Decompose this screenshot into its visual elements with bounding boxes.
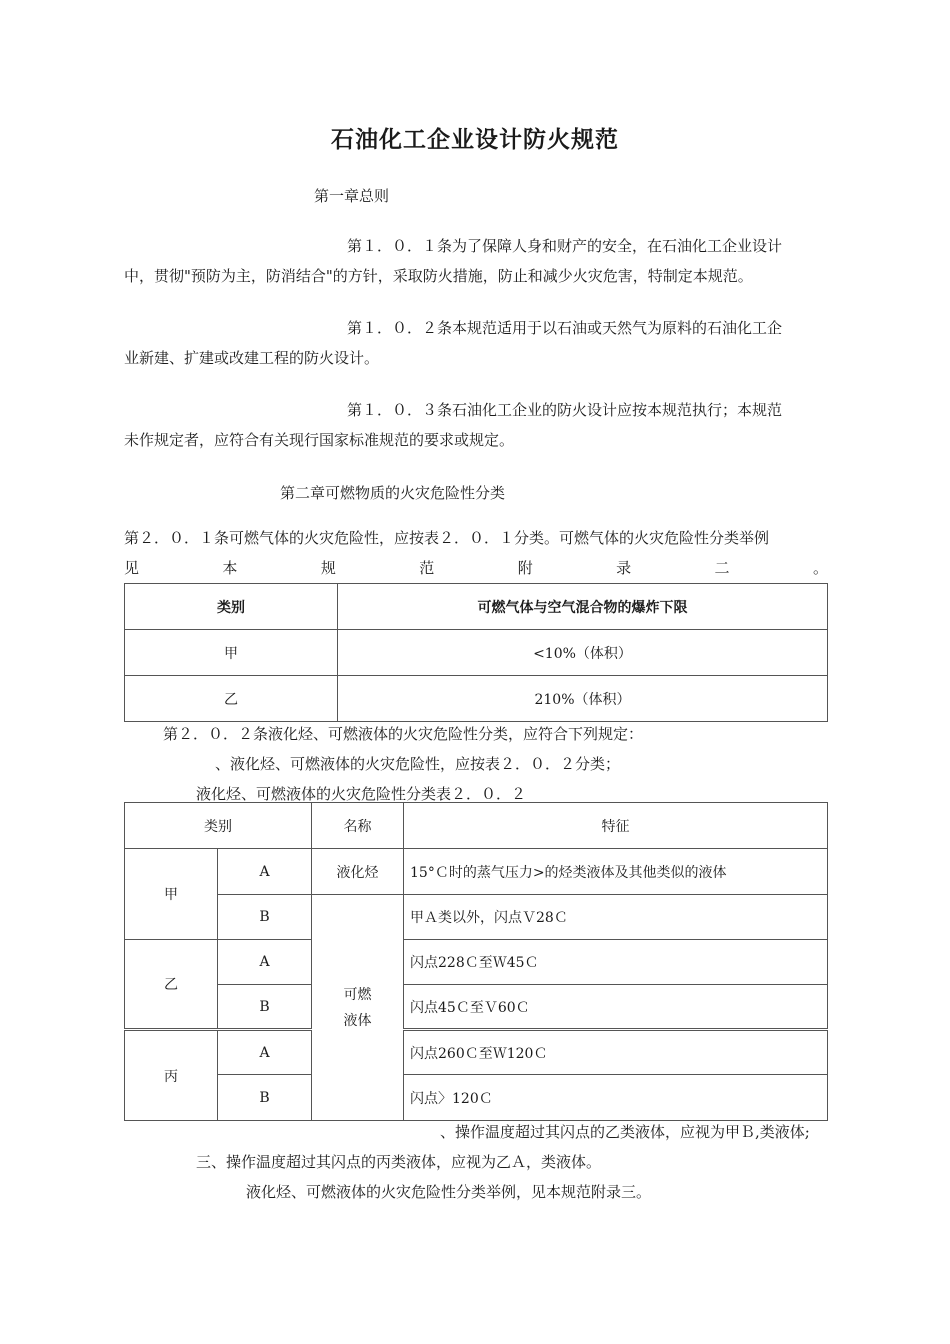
table-header-cell: 名称 [312, 803, 404, 849]
clause-202-item1: 、液化烃、可燃液体的火灾危险性，应按表２．０．２分类； [215, 755, 621, 773]
item-2: 、操作温度超过其闪点的乙类液体，应视为甲Ｂ,类液体; [440, 1123, 810, 1141]
spread-char: 范 [419, 559, 435, 577]
class-cell: 乙 [125, 940, 218, 1030]
table-row [125, 1075, 828, 1121]
table-2-caption: 液化烃、可燃液体的火灾危险性分类表２．０．２ [196, 785, 527, 803]
table-header-cell: 可燃气体与空气混合物的爆炸下限 [338, 584, 828, 630]
table-row [125, 630, 828, 676]
table-row [125, 940, 828, 985]
name-line: 液体 [343, 1012, 372, 1029]
table-row [125, 676, 828, 722]
table-row [125, 1030, 828, 1075]
table-cell: 甲 [125, 630, 338, 676]
feature-cell: 闪点260Ｃ至Ｗ120Ｃ [404, 1030, 828, 1075]
subclass-cell: B [218, 895, 312, 940]
table-header-row [125, 584, 828, 630]
clause-101-line2: 中，贯彻"预防为主，防消结合"的方针，采取防火措施，防止和减少火灾危害，特制定本规范。 [124, 267, 753, 285]
page-title: 石油化工企业设计防火规范 [331, 127, 619, 153]
clause-103-line2: 未作规定者，应符合有关现行国家标准规范的要求或规定。 [124, 431, 515, 449]
spread-char: 录 [616, 559, 632, 577]
clause-102-line1: 第１．０．２条本规范适用于以石油或天然气为原料的石油化工企 [347, 319, 783, 337]
feature-cell: 15°Ｃ时的蒸气压力>的烃类液体及其他类似的液体 [404, 849, 828, 895]
clause-201-line2 [124, 558, 828, 578]
table-row [125, 985, 828, 1030]
subclass-cell: A [218, 1030, 312, 1075]
feature-cell: 甲Ａ类以外，闪点Ｖ28Ｃ [404, 895, 828, 940]
item-3: 三、操作温度超过其闪点的丙类液体，应视为乙Ａ，类液体。 [196, 1153, 602, 1171]
spread-char: 本 [222, 559, 238, 577]
class-cell: 甲 [125, 849, 218, 940]
table-header-cell: 类别 [125, 803, 312, 849]
subclass-cell: A [218, 849, 312, 895]
clause-202-line1: 第２．０．２条液化烃、可燃液体的火灾危险性分类，应符合下列规定： [163, 725, 644, 743]
clause-103-line1: 第１．０．３条石油化工企业的防火设计应按本规范执行；本规范 [347, 401, 783, 419]
table-cell: 乙 [125, 676, 338, 722]
item-4: 液化烃、可燃液体的火灾危险性分类举例，见本规范附录三。 [246, 1183, 652, 1201]
chapter-2-heading: 第二章可燃物质的火灾危险性分类 [280, 484, 506, 502]
subclass-cell: A [218, 940, 312, 985]
table-row [125, 849, 828, 895]
table-header-row [125, 803, 828, 849]
spread-char: 。 [812, 559, 828, 577]
clause-102-line2: 业新建、扩建或改建工程的防火设计。 [124, 349, 380, 367]
feature-cell: 闪点〉120Ｃ [404, 1075, 828, 1121]
feature-cell: 闪点45Ｃ至Ｖ60Ｃ [404, 985, 828, 1030]
name-cell: 液化烃 [312, 849, 404, 895]
name-cell [312, 895, 404, 1121]
gas-hazard-table [124, 583, 828, 722]
table-cell: <10%（体积） [338, 630, 828, 676]
table-header-cell: 类别 [125, 584, 338, 630]
clause-101-line1: 第１．０．１条为了保障人身和财产的安全，在石油化工企业设计 [347, 237, 783, 255]
subclass-cell: B [218, 985, 312, 1030]
subclass-cell: B [218, 1075, 312, 1121]
spread-char: 二 [714, 559, 730, 577]
spread-char: 见 [124, 559, 140, 577]
spread-char: 规 [320, 559, 336, 577]
spread-char: 附 [517, 559, 533, 577]
feature-cell: 闪点228Ｃ至Ｗ45Ｃ [404, 940, 828, 985]
table-cell: 210%（体积） [338, 676, 828, 722]
table-header-cell: 特征 [404, 803, 828, 849]
name-line: 可燃 [343, 986, 372, 1003]
table-row [125, 895, 828, 940]
chapter-1-heading: 第一章总则 [314, 187, 390, 205]
clause-201-line1: 第２．０．１条可燃气体的火灾危险性，应按表２．０．１分类。可燃气体的火灾危险性分类举例 [124, 529, 770, 547]
class-cell: 丙 [125, 1030, 218, 1121]
liquid-hazard-table [124, 802, 828, 1121]
